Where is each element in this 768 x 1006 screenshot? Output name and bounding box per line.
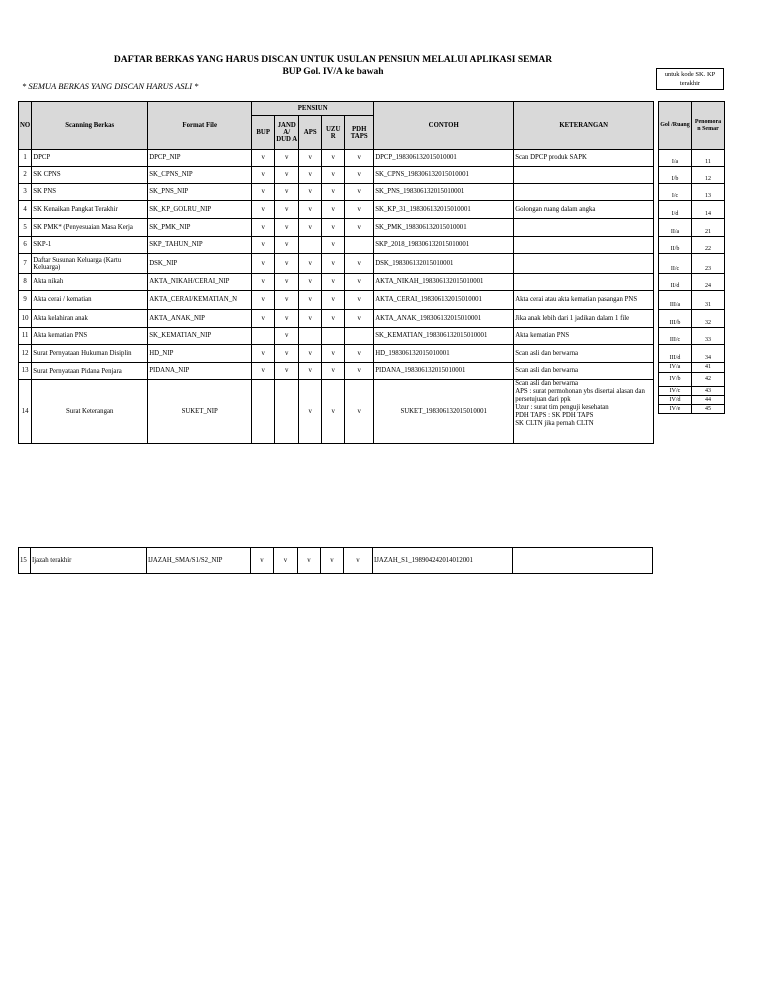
cell-no: 3: [19, 184, 32, 201]
cell-name: SK CPNS: [32, 167, 148, 184]
berkas-table: [18, 101, 654, 444]
table-row: [19, 328, 654, 345]
cell-bup: v: [252, 274, 275, 291]
cell-uzur: v: [322, 150, 345, 167]
row14-ket-3: Uzur : surat tim penguji kesehatan: [515, 404, 609, 411]
cell-aps: v: [299, 201, 322, 219]
cell-ket: Akta cerai atau akta kematian pasangan PNS: [514, 291, 654, 310]
table-row: [19, 310, 654, 328]
penomoran-cell: 12: [692, 167, 725, 184]
penomoran-cell: 45: [692, 405, 725, 414]
gol-row: [659, 310, 725, 328]
cell-ket: Scan asli dan berwarna: [514, 345, 654, 363]
cell-format: SKP_TAHUN_NIP: [148, 237, 252, 254]
row14-name: Surat Keterangan: [32, 380, 148, 444]
cell-uzur: v: [322, 254, 345, 274]
cell-ket: Scan DPCP produk SAPK: [514, 150, 654, 167]
cell-name: SKP-1: [32, 237, 148, 254]
ijazah-table: [18, 547, 653, 574]
table-row: [19, 219, 654, 237]
gol-row: [659, 345, 725, 363]
cell-janda: v: [275, 237, 299, 254]
penomoran-cell: 22: [692, 237, 725, 254]
penomoran-cell: 13: [692, 184, 725, 201]
gol-row: [659, 167, 725, 184]
gol-row: [659, 291, 725, 310]
table-row: [19, 150, 654, 167]
row15-bup: v: [251, 548, 274, 574]
penomoran-cell: 41: [692, 363, 725, 373]
cell-janda: v: [275, 167, 299, 184]
cell-aps: v: [299, 167, 322, 184]
cell-contoh: AKTA_CERAI_198306132015010001: [374, 291, 514, 310]
cell-aps: v: [299, 219, 322, 237]
header-uzur: UZU R: [322, 116, 345, 150]
row15-contoh: IJAZAH_S1_198904242014012001: [373, 548, 513, 574]
cell-no: 2: [19, 167, 32, 184]
gol-cell: II/d: [659, 274, 692, 291]
cell-name: Surat Pernyataan Pidana Penjara: [32, 363, 148, 380]
cell-contoh: SK_PNS_198306132015010001: [374, 184, 514, 201]
cell-contoh: DSK_198306132015010001: [374, 254, 514, 274]
cell-janda: v: [275, 201, 299, 219]
cell-pdh: v: [345, 184, 374, 201]
row15-no: 15: [19, 548, 31, 574]
penomoran-cell: 34: [692, 345, 725, 363]
cell-bup: v: [252, 167, 275, 184]
header-scanning: Scanning Berkas: [32, 102, 148, 150]
cell-name: Akta cerai / kematian: [32, 291, 148, 310]
cell-pdh: v: [345, 219, 374, 237]
penomoran-cell: 44: [692, 396, 725, 405]
row14-aps: v: [299, 380, 322, 444]
gol-row: [659, 328, 725, 345]
gol-cell: IV/a: [659, 363, 692, 373]
gol-row: [659, 387, 725, 396]
cell-ket: [514, 274, 654, 291]
cell-name: Akta kematian PNS: [32, 328, 148, 345]
cell-pdh: v: [345, 363, 374, 380]
cell-bup: v: [252, 310, 275, 328]
cell-pdh: v: [345, 150, 374, 167]
gol-row: [659, 237, 725, 254]
cell-bup: v: [252, 345, 275, 363]
cell-format: SK_KP_GOLRU_NIP: [148, 201, 252, 219]
table-row: [19, 363, 654, 380]
cell-uzur: v: [322, 201, 345, 219]
row14-ket-4: PDH TAPS : SK PDH TAPS: [515, 412, 594, 419]
cell-aps: v: [299, 254, 322, 274]
cell-name: DPCP: [32, 150, 148, 167]
gol-row: [659, 405, 725, 414]
gol-cell: IV/b: [659, 373, 692, 387]
cell-no: 13: [19, 363, 32, 380]
gol-row: [659, 373, 725, 387]
cell-janda: v: [275, 345, 299, 363]
gol-row: [659, 150, 725, 167]
cell-bup: v: [252, 363, 275, 380]
row14-janda: [275, 380, 299, 444]
gol-cell: IV/e: [659, 405, 692, 414]
cell-name: Surat Pernyataan Hukuman Disiplin: [32, 345, 148, 363]
gol-cell: III/d: [659, 345, 692, 363]
cell-aps: v: [299, 310, 322, 328]
cell-janda: v: [275, 219, 299, 237]
cell-aps: v: [299, 150, 322, 167]
cell-bup: v: [252, 219, 275, 237]
row14-keterangan: [514, 380, 654, 444]
cell-janda: v: [275, 291, 299, 310]
cell-format: AKTA_NIKAH/CERAI_NIP: [148, 274, 252, 291]
gol-cell: II/c: [659, 254, 692, 274]
cell-uzur: v: [322, 184, 345, 201]
gol-cell: IV/c: [659, 387, 692, 396]
gol-cell: I/b: [659, 167, 692, 184]
cell-format: DSK_NIP: [148, 254, 252, 274]
cell-aps: v: [299, 363, 322, 380]
cell-no: 11: [19, 328, 32, 345]
gol-row: [659, 219, 725, 237]
original-note: * SEMUA BERKAS YANG DISCAN HARUS ASLI *: [22, 81, 199, 91]
gol-cell: I/a: [659, 150, 692, 167]
row14-ket-5: SK CLTN jika pernah CLTN: [515, 420, 594, 427]
cell-ket: [514, 237, 654, 254]
row15-uzur: v: [321, 548, 344, 574]
kode-note-box: untuk kode SK. KP terakhir: [656, 68, 724, 90]
cell-uzur: v: [322, 310, 345, 328]
cell-contoh: AKTA_ANAK_198306132015010001: [374, 310, 514, 328]
gol-row: [659, 363, 725, 373]
cell-contoh: SK_KEMATIAN_198306132015010001: [374, 328, 514, 345]
cell-uzur: [322, 328, 345, 345]
cell-pdh: v: [345, 274, 374, 291]
table-row: [19, 274, 654, 291]
cell-ket: [514, 254, 654, 274]
table-row-15: [19, 548, 653, 574]
cell-no: 12: [19, 345, 32, 363]
table-row-14: [19, 380, 654, 444]
cell-pdh: v: [345, 254, 374, 274]
penomoran-cell: 11: [692, 150, 725, 167]
cell-uzur: v: [322, 167, 345, 184]
cell-contoh: AKTA_NIKAH_198306132015010001: [374, 274, 514, 291]
header-keterangan: KETERANGAN: [514, 102, 654, 150]
cell-no: 10: [19, 310, 32, 328]
gol-cell: I/d: [659, 201, 692, 219]
cell-janda: v: [275, 184, 299, 201]
table-row: [19, 291, 654, 310]
cell-name: Akta nikah: [32, 274, 148, 291]
gol-cell: IV/d: [659, 396, 692, 405]
cell-format: SK_KEMATIAN_NIP: [148, 328, 252, 345]
table-row: [19, 237, 654, 254]
cell-name: Akta kelahiran anak: [32, 310, 148, 328]
cell-no: 5: [19, 219, 32, 237]
cell-no: 7: [19, 254, 32, 274]
gol-cell: III/c: [659, 328, 692, 345]
cell-ket: Akta kematian PNS: [514, 328, 654, 345]
header-contoh: CONTOH: [374, 102, 514, 150]
cell-ket: [514, 167, 654, 184]
cell-format: SK_CPNS_NIP: [148, 167, 252, 184]
document-title: DAFTAR BERKAS YANG HARUS DISCAN UNTUK USULAN PENSIUN MELALUI APLIKASI SEMAR: [113, 55, 553, 65]
cell-format: SK_PMK_NIP: [148, 219, 252, 237]
cell-no: 6: [19, 237, 32, 254]
header-gol: Gol /Ruang: [659, 102, 692, 150]
row15-janda: v: [274, 548, 298, 574]
header-penomoran: Penomora n Semar: [692, 102, 725, 150]
golongan-table: [658, 101, 725, 414]
cell-contoh: PIDANA_198306132015010001: [374, 363, 514, 380]
cell-format: AKTA_CERAI/KEMATIAN_N: [148, 291, 252, 310]
cell-name: SK PMK* (Penyesuaian Masa Kerja: [32, 219, 148, 237]
gol-row: [659, 254, 725, 274]
penomoran-cell: 14: [692, 201, 725, 219]
cell-pdh: v: [345, 310, 374, 328]
cell-janda: v: [275, 254, 299, 274]
gol-cell: III/b: [659, 310, 692, 328]
cell-bup: v: [252, 201, 275, 219]
header-pdh: PDH TAPS: [345, 116, 374, 150]
cell-format: HD_NIP: [148, 345, 252, 363]
cell-bup: v: [252, 291, 275, 310]
cell-aps: v: [299, 274, 322, 291]
cell-contoh: SK_PMK_198306132015010001: [374, 219, 514, 237]
cell-janda: v: [275, 310, 299, 328]
cell-no: 9: [19, 291, 32, 310]
row15-aps: v: [298, 548, 321, 574]
cell-contoh: HD_198306132015010001: [374, 345, 514, 363]
row14-uzur: v: [322, 380, 345, 444]
row14-format: SUKET_NIP: [148, 380, 252, 444]
gol-row: [659, 184, 725, 201]
gol-cell: II/b: [659, 237, 692, 254]
penomoran-cell: 43: [692, 387, 725, 396]
cell-uzur: v: [322, 291, 345, 310]
cell-pdh: [345, 237, 374, 254]
cell-name: Daftar Susunan Keluarga (Kartu Keluarga): [32, 254, 148, 274]
penomoran-cell: 32: [692, 310, 725, 328]
cell-contoh: SKP_2018_198306132015010001: [374, 237, 514, 254]
penomoran-cell: 24: [692, 274, 725, 291]
gol-row: [659, 396, 725, 405]
gol-row: [659, 201, 725, 219]
cell-no: 8: [19, 274, 32, 291]
row14-no: 14: [19, 380, 32, 444]
header-no: NO: [19, 102, 32, 150]
header-pensiun: PENSIUN: [252, 102, 374, 116]
cell-ket: Golongan ruang dalam angka: [514, 201, 654, 219]
cell-ket: Jika anak lebih dari 1 jadikan dalam 1 file: [514, 310, 654, 328]
cell-no: 1: [19, 150, 32, 167]
cell-pdh: [345, 328, 374, 345]
cell-aps: v: [299, 291, 322, 310]
cell-uzur: v: [322, 274, 345, 291]
cell-bup: v: [252, 254, 275, 274]
header-format: Format File: [148, 102, 252, 150]
cell-janda: v: [275, 150, 299, 167]
header-janda: JAND A/ DUD A: [275, 116, 299, 150]
cell-uzur: v: [322, 345, 345, 363]
penomoran-cell: 42: [692, 373, 725, 387]
document-subtitle: BUP Gol. IV/A ke bawah: [282, 67, 384, 77]
cell-bup: v: [252, 184, 275, 201]
cell-janda: v: [275, 274, 299, 291]
cell-contoh: SK_CPNS_198306132015010001: [374, 167, 514, 184]
cell-pdh: v: [345, 167, 374, 184]
header-aps: APS: [299, 116, 322, 150]
gol-row: [659, 274, 725, 291]
row14-pdh: v: [345, 380, 374, 444]
row14-ket-1: Scan asli dan berwarna: [515, 380, 579, 387]
cell-bup: v: [252, 237, 275, 254]
cell-name: SK PNS: [32, 184, 148, 201]
cell-ket: [514, 219, 654, 237]
cell-uzur: v: [322, 237, 345, 254]
row15-keterangan: [513, 548, 653, 574]
table-row: [19, 167, 654, 184]
cell-aps: v: [299, 184, 322, 201]
cell-uzur: v: [322, 363, 345, 380]
penomoran-cell: 33: [692, 328, 725, 345]
cell-aps: [299, 237, 322, 254]
cell-name: SK Kenaikan Pangkat Terakhir: [32, 201, 148, 219]
table-row: [19, 184, 654, 201]
cell-uzur: v: [322, 219, 345, 237]
table-row: [19, 345, 654, 363]
gol-cell: I/c: [659, 184, 692, 201]
cell-no: 4: [19, 201, 32, 219]
row14-ket-2: APS : surat permohonan ybs disertai alasan dan persetujuan dari ppk: [515, 388, 645, 403]
cell-format: SK_PNS_NIP: [148, 184, 252, 201]
row15-format: IJAZAH_SMA/S1/S2_NIP: [147, 548, 251, 574]
penomoran-cell: 23: [692, 254, 725, 274]
cell-contoh: DPCP_198306132015010001: [374, 150, 514, 167]
cell-pdh: v: [345, 201, 374, 219]
cell-ket: Scan asli dan berwarna: [514, 363, 654, 380]
header-bup: BUP: [252, 116, 275, 150]
cell-aps: [299, 328, 322, 345]
penomoran-cell: 31: [692, 291, 725, 310]
table-row: [19, 201, 654, 219]
row15-pdh: v: [344, 548, 373, 574]
cell-janda: v: [275, 363, 299, 380]
row14-contoh: SUKET_198306132015010001: [374, 380, 514, 444]
cell-pdh: v: [345, 291, 374, 310]
gol-cell: II/a: [659, 219, 692, 237]
gol-cell: III/a: [659, 291, 692, 310]
cell-bup: [252, 328, 275, 345]
penomoran-cell: 21: [692, 219, 725, 237]
row14-bup: [252, 380, 275, 444]
cell-format: AKTA_ANAK_NIP: [148, 310, 252, 328]
cell-format: PIDANA_NIP: [148, 363, 252, 380]
cell-aps: v: [299, 345, 322, 363]
row15-name: Ijazah terakhir: [31, 548, 147, 574]
cell-contoh: SK_KP_31_198306132015010001: [374, 201, 514, 219]
cell-pdh: v: [345, 345, 374, 363]
cell-format: DPCP_NIP: [148, 150, 252, 167]
cell-bup: v: [252, 150, 275, 167]
table-row: [19, 254, 654, 274]
cell-ket: [514, 184, 654, 201]
cell-janda: v: [275, 328, 299, 345]
